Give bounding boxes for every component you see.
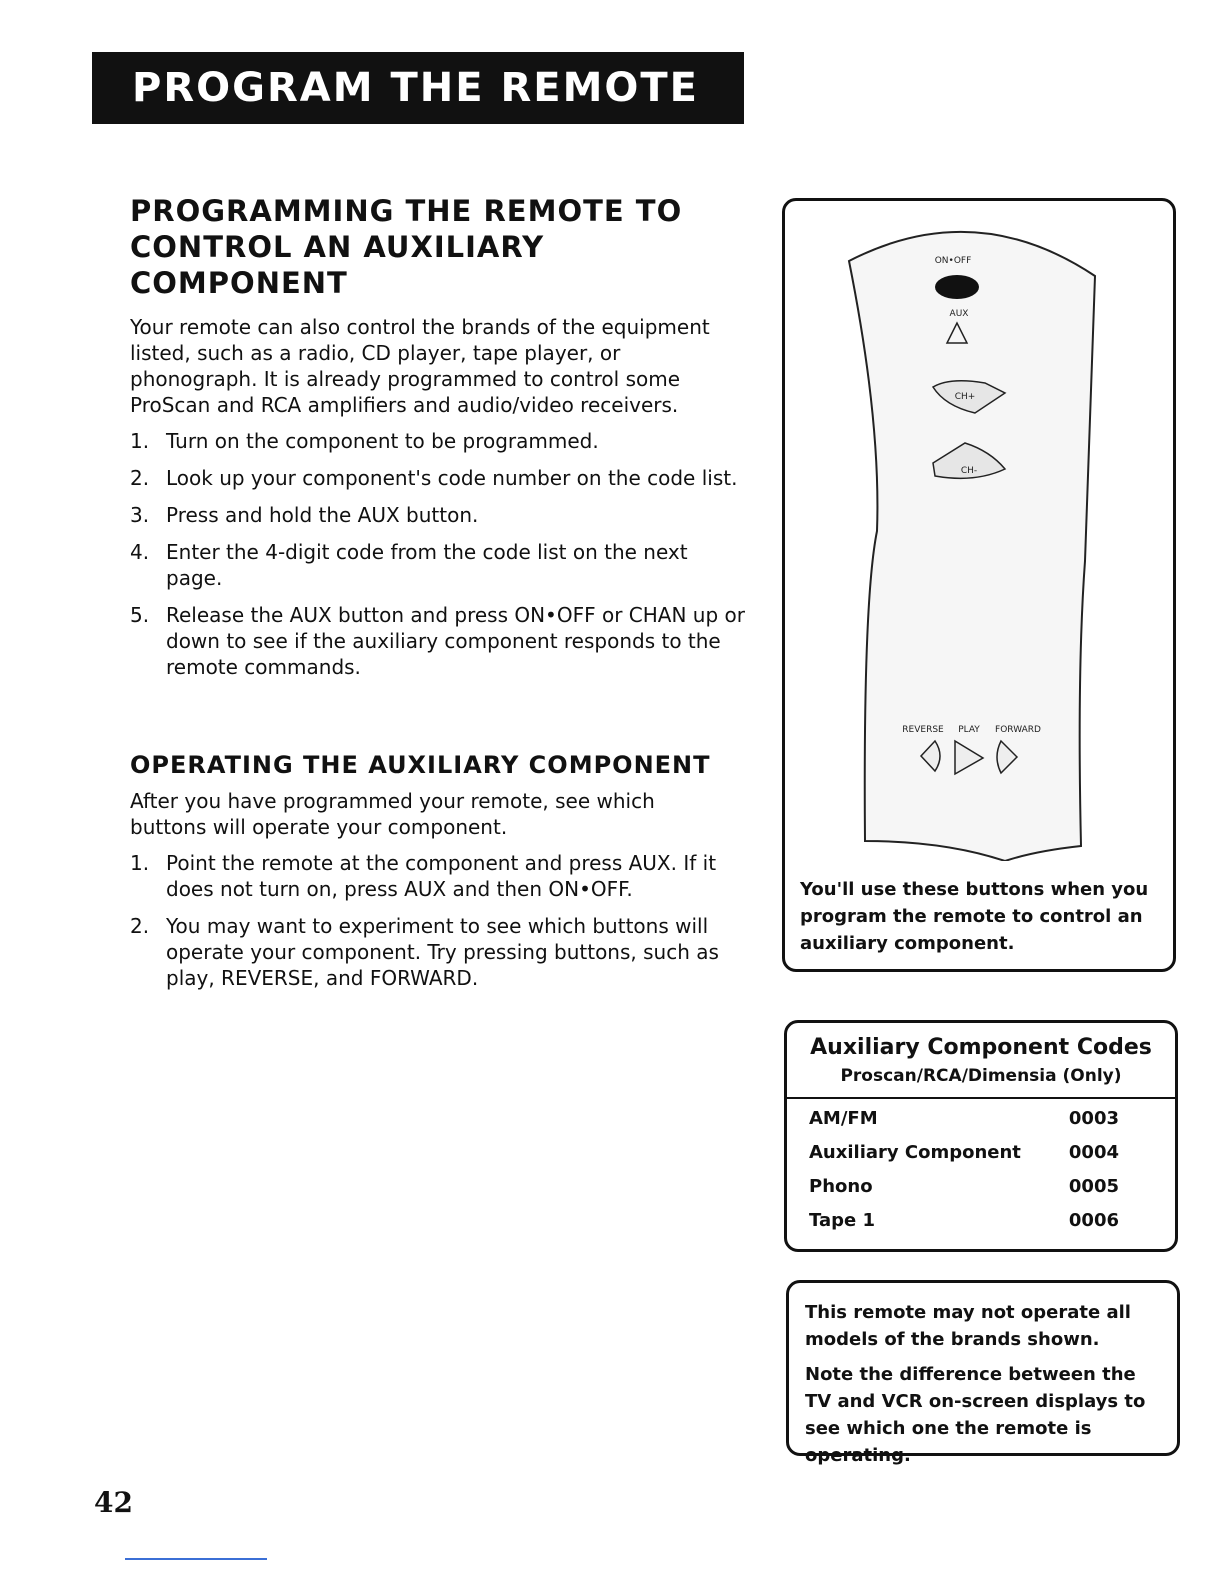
codes-divider — [787, 1097, 1175, 1099]
code-value: 0006 — [1068, 1210, 1119, 1231]
heading-line: COMPONENT — [130, 266, 348, 300]
step-text: You may want to experiment to see which buttons will operate your component. Try pressing buttons, such as play, REVERSE, and FORWARD. — [166, 914, 719, 990]
forward-label: FORWARD — [995, 725, 1041, 735]
codes-table-box — [784, 1020, 1178, 1252]
step-text: Enter the 4-digit code from the code list on the next page. — [166, 540, 688, 590]
step-number: 5. — [130, 603, 150, 627]
codes-title: Auxiliary Component Codes — [810, 1035, 1152, 1060]
intro-paragraph: After you have programmed your remote, see which buttons will operate your component. — [130, 789, 655, 839]
table-row — [787, 1102, 1175, 1136]
step-number: 2. — [130, 466, 150, 490]
channel-up-label: CH+ — [954, 392, 976, 402]
intro-paragraph: Your remote can also control the brands of the equipment listed, such as a radio, CD player, tape player, or phonograph. It is already programmed to control some ProScan and RCA amplifiers and audio/video receivers. — [130, 315, 710, 417]
note-box — [786, 1280, 1180, 1466]
note-line-1: This remote may not operate all models of the brands shown. — [805, 1302, 1131, 1350]
code-name: Tape 1 — [809, 1210, 875, 1231]
play-label: PLAY — [958, 725, 980, 735]
step-item — [130, 539, 746, 591]
channel-down-label: CH- — [960, 466, 978, 476]
remote-illustration — [785, 201, 1173, 861]
codes-subtitle: Proscan/RCA/Dimensia (Only) — [840, 1066, 1122, 1086]
heading-line: PROGRAMMING THE REMOTE TO — [130, 194, 683, 228]
table-row — [787, 1136, 1175, 1170]
section-heading-programming — [130, 193, 730, 301]
note-line-2: Note the difference between the TV and VCR on-screen displays to see which one the remote is operating. — [805, 1364, 1146, 1466]
remote-illustration-box — [782, 198, 1176, 972]
step-item — [130, 428, 746, 454]
step-text: Point the remote at the component and press AUX. If it does not turn on, press AUX and then ON•OFF. — [166, 851, 717, 901]
code-value: 0003 — [1068, 1108, 1119, 1129]
programming-steps — [130, 428, 746, 680]
step-text: Look up your component's code number on the code list. — [166, 466, 738, 490]
remote-outline — [849, 232, 1095, 861]
section2-body — [130, 750, 746, 991]
heading-line: CONTROL AN AUXILIARY — [130, 230, 545, 264]
remote-caption: You'll use these buttons when you program the remote to control an auxiliary component. — [800, 879, 1149, 954]
code-name: Auxiliary Component — [809, 1142, 1021, 1163]
step-number: 3. — [130, 503, 150, 527]
step-item — [130, 502, 746, 528]
step-item — [130, 465, 746, 491]
step-number: 4. — [130, 540, 150, 564]
footer-rule — [125, 1558, 267, 1560]
step-item — [130, 913, 746, 991]
step-text: Release the AUX button and press ON•OFF or CHAN up or down to see if the auxiliary component responds to the remote commands. — [166, 603, 745, 679]
aux-label: AUX — [949, 309, 969, 319]
table-row — [787, 1204, 1175, 1238]
step-number: 1. — [130, 429, 150, 453]
code-value: 0004 — [1068, 1142, 1119, 1163]
operating-steps — [130, 850, 746, 991]
section1-body — [130, 314, 746, 680]
code-value: 0005 — [1068, 1176, 1119, 1197]
page-banner: PROGRAM THE REMOTE — [92, 52, 744, 124]
on-off-label: ON•OFF — [934, 256, 972, 266]
page-number: 42 — [94, 1486, 133, 1519]
step-number: 1. — [130, 851, 150, 875]
table-row — [787, 1170, 1175, 1204]
step-number: 2. — [130, 914, 150, 938]
on-off-button[interactable] — [935, 275, 979, 299]
step-item — [130, 850, 746, 902]
section-heading-operating: OPERATING THE AUXILIARY COMPONENT — [130, 751, 711, 779]
step-text: Press and hold the AUX button. — [166, 503, 479, 527]
step-item — [130, 602, 746, 680]
code-name: Phono — [809, 1176, 873, 1197]
codes-table — [787, 1102, 1175, 1238]
reverse-label: REVERSE — [902, 725, 944, 735]
code-name: AM/FM — [809, 1108, 878, 1129]
step-text: Turn on the component to be programmed. — [166, 429, 599, 453]
